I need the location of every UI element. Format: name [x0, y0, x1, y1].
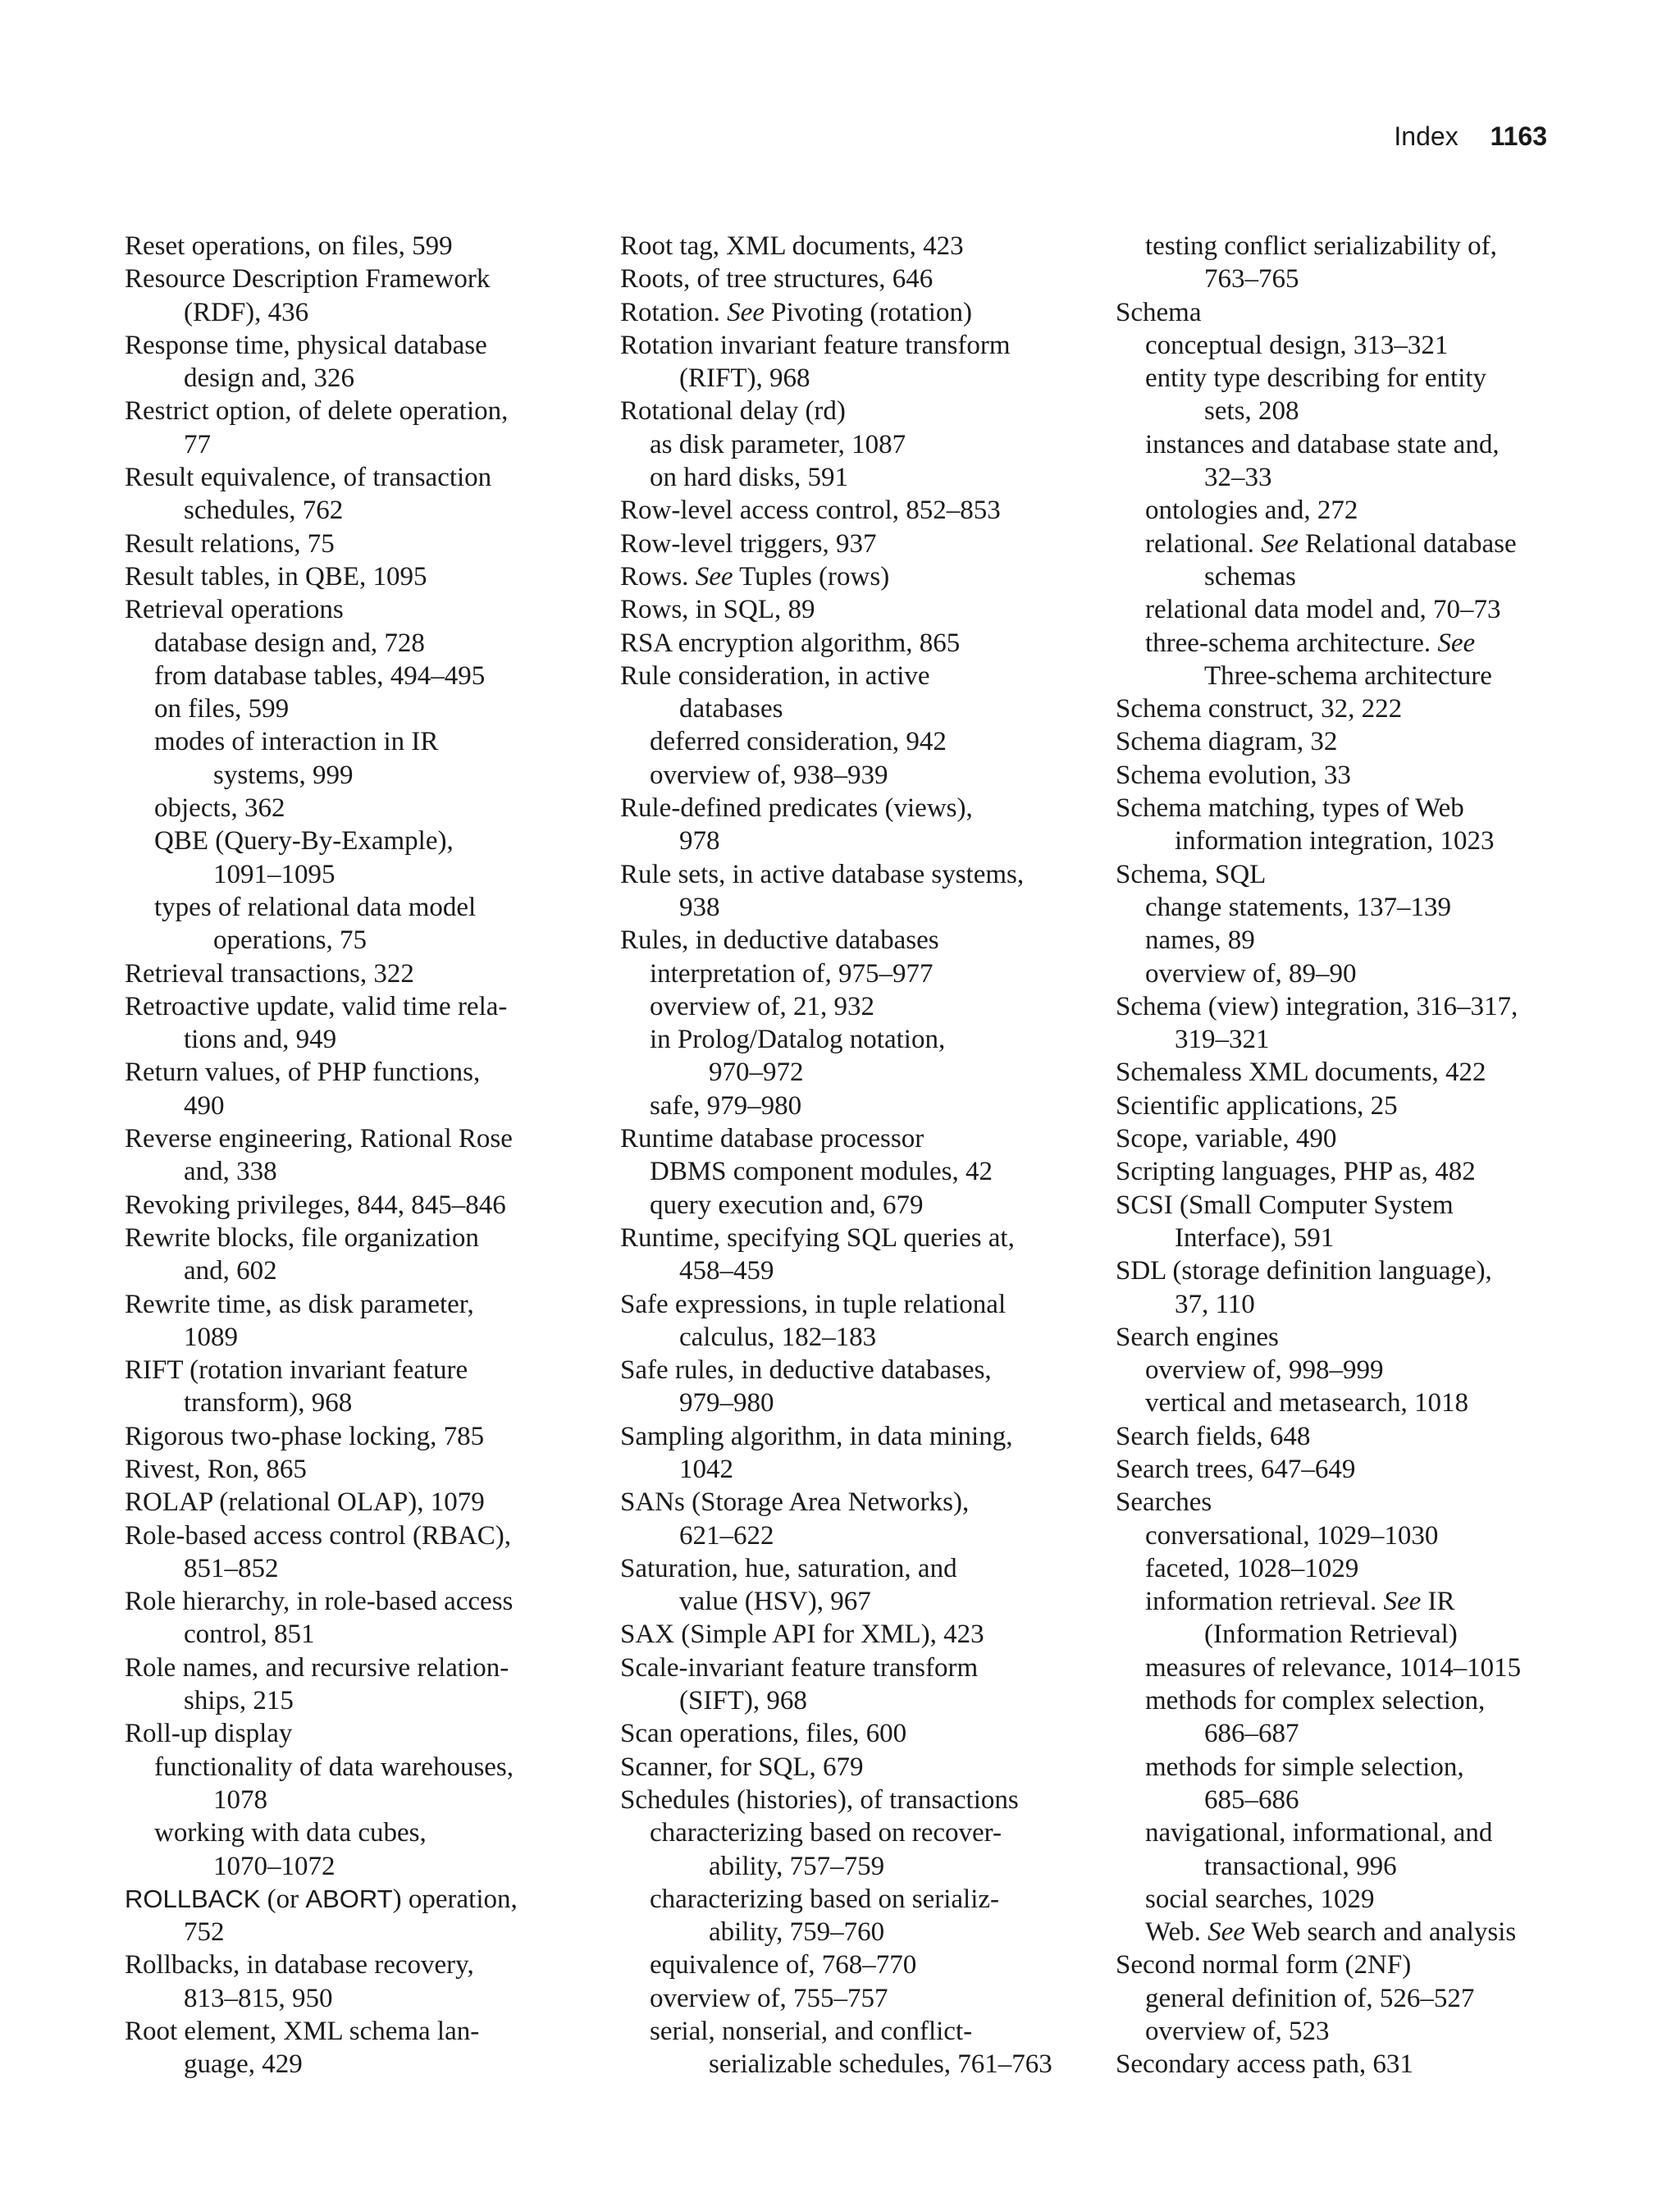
- index-subentry: deferred consideration, 942: [650, 727, 947, 757]
- index-subentry: ontologies and, 272: [1145, 496, 1358, 526]
- index-column-2: [620, 230, 1096, 2081]
- index-subentry: on hard disks, 591: [650, 463, 848, 493]
- index-entry: Rigorous two-phase locking, 785: [125, 1421, 485, 1451]
- index-entry: Retroactive update, valid time rela- tions and, 949: [125, 991, 508, 1055]
- running-head: [1394, 121, 1547, 152]
- index-entry: Rule sets, in active database systems, 938: [620, 859, 1025, 922]
- index-subentry: database design and, 728: [154, 628, 425, 658]
- index-entry: Runtime, specifying SQL queries at, 458–459: [620, 1222, 1015, 1286]
- index-subentry: relational data model and, 70–73: [1145, 595, 1501, 625]
- index-subentry: from database tables, 494–495: [154, 660, 486, 691]
- index-entry: ROLLBACK (or ABORT) operation, 752: [125, 1884, 518, 1948]
- index-entry: Schema: [1116, 297, 1202, 327]
- index-entry: Rule consideration, in active databases: [620, 660, 930, 724]
- index-entry: Searches: [1116, 1487, 1212, 1518]
- index-entry: Role-based access control (RBAC), 851–852: [125, 1520, 512, 1583]
- index-entry: Retrieval operations: [125, 595, 344, 625]
- index-entry: Schema (view) integration, 316–317, 319–321: [1116, 991, 1518, 1055]
- index-subentry: conceptual design, 313–321: [1145, 330, 1449, 360]
- index-entry: Result equivalence, of transaction schedules, 762: [125, 463, 492, 526]
- index-subentry: faceted, 1028–1029: [1145, 1553, 1359, 1583]
- index-entry: Scale-invariant feature transform (SIFT), 968: [620, 1652, 979, 1716]
- index-subentry: conversational, 1029–1030: [1145, 1520, 1439, 1551]
- index-entry: Schema, SQL: [1116, 859, 1267, 889]
- index-entry: RSA encryption algorithm, 865: [620, 628, 961, 658]
- index-entry: Rows. See Tuples (rows): [620, 561, 890, 592]
- index-entry: Second normal form (2NF): [1116, 1950, 1412, 1980]
- index-entry: Scripting languages, PHP as, 482: [1116, 1157, 1476, 1187]
- index-entry: Secondary access path, 631: [1116, 2049, 1413, 2080]
- index-entry: Rivest, Ron, 865: [125, 1454, 307, 1484]
- index-subentry: instances and database state and, 32–33: [1145, 429, 1500, 493]
- index-subentry: interpretation of, 975–977: [650, 958, 934, 989]
- index-column-1: [125, 230, 600, 2081]
- index-entry: Retrieval transactions, 322: [125, 958, 414, 989]
- index-subentry: testing conflict serializability of, 763–765: [1145, 231, 1497, 295]
- index-subentry: QBE (Query-By-Example), 1091–1095: [154, 826, 454, 889]
- index-entry: Row-level access control, 852–853: [620, 496, 1001, 526]
- index-subentry: entity type describing for entity sets, 208: [1145, 363, 1487, 427]
- index-subentry: methods for complex selection, 686–687: [1145, 1686, 1486, 1749]
- index-entry: Schema evolution, 33: [1116, 760, 1351, 790]
- index-subentry: overview of, 938–939: [650, 760, 888, 790]
- index-subentry: serial, nonserial, and conflict- serializable schedules, 761–763: [650, 2017, 1052, 2080]
- index-column-3: [1116, 230, 1591, 2081]
- index-entry: SDL (storage definition language), 37, 110: [1116, 1256, 1492, 1319]
- index-entry: Roll-up display: [125, 1719, 293, 1749]
- index-entry: Scope, variable, 490: [1116, 1124, 1337, 1154]
- index-entry: Result tables, in QBE, 1095: [125, 561, 427, 592]
- index-subentry: working with data cubes, 1070–1072: [154, 1818, 427, 1881]
- index-entry: SANs (Storage Area Networks), 621–622: [620, 1487, 970, 1551]
- running-head-section: Index: [1394, 121, 1459, 151]
- index-subentry: social searches, 1029: [1145, 1884, 1375, 1914]
- index-subentry: general definition of, 526–527: [1145, 1983, 1475, 2013]
- index-entry: Resource Description Framework (RDF), 436: [125, 264, 491, 327]
- index-subentry: characterizing based on recover- ability, 757–759: [650, 1818, 1002, 1881]
- index-subentry: names, 89: [1145, 925, 1255, 956]
- index-subentry: on files, 599: [154, 694, 290, 724]
- index-entry: Response time, physical database design and, 326: [125, 330, 487, 394]
- index-subentry: types of relational data model operations, 75: [154, 892, 477, 956]
- index-entry: Schedules (histories), of transactions: [620, 1784, 1019, 1815]
- index-subentry: query execution and, 679: [650, 1190, 924, 1220]
- index-subentry: measures of relevance, 1014–1015: [1145, 1652, 1522, 1683]
- index-subentry: overview of, 523: [1145, 2017, 1330, 2047]
- index-entry: Return values, of PHP functions, 490: [125, 1058, 481, 1121]
- index-subentry: overview of, 89–90: [1145, 958, 1357, 989]
- index-subentry: equivalence of, 768–770: [650, 1950, 917, 1980]
- index-entry: Schema matching, types of Web information integration, 1023: [1116, 793, 1495, 857]
- index-entry: Rotation. See Pivoting (rotation): [620, 297, 972, 327]
- index-entry: SCSI (Small Computer System Interface), 591: [1116, 1190, 1454, 1253]
- index-subentry: as disk parameter, 1087: [650, 429, 906, 459]
- index-entry: Reset operations, on files, 599: [125, 231, 453, 261]
- index-subentry: DBMS component modules, 42: [650, 1157, 993, 1187]
- index-subentry: information retrieval. See IR (Information Retrieval): [1145, 1587, 1458, 1650]
- index-entry: Root tag, XML documents, 423: [620, 231, 964, 261]
- index-subentry: overview of, 21, 932: [650, 991, 875, 1021]
- index-entry: Role names, and recursive relation- ships, 215: [125, 1652, 509, 1716]
- index-entry: Schemaless XML documents, 422: [1116, 1058, 1486, 1088]
- index-entry: Revoking privileges, 844, 845–846: [125, 1190, 506, 1220]
- index-entry: Rules, in deductive databases: [620, 925, 939, 956]
- index-subentry: overview of, 755–757: [650, 1983, 888, 2013]
- index-subentry: in Prolog/Datalog notation, 970–972: [650, 1025, 946, 1088]
- index-entry: Search trees, 647–649: [1116, 1454, 1356, 1484]
- index-entry: Scanner, for SQL, 679: [620, 1752, 864, 1782]
- index-entry: Search fields, 648: [1116, 1421, 1311, 1451]
- index-subentry: navigational, informational, and transactional, 996: [1145, 1818, 1493, 1881]
- index-subentry: functionality of data warehouses, 1078: [154, 1752, 514, 1815]
- index-entry: Safe expressions, in tuple relational calculus, 182–183: [620, 1289, 1007, 1352]
- index-entry: Scan operations, files, 600: [620, 1719, 907, 1749]
- index-entry: Row-level triggers, 937: [620, 528, 877, 559]
- index-subentry: three-schema architecture. See Three-schema architecture: [1145, 628, 1492, 691]
- index-subentry: safe, 979–980: [650, 1090, 802, 1121]
- index-entry: SAX (Simple API for XML), 423: [620, 1620, 984, 1650]
- index-subentry: methods for simple selection, 685–686: [1145, 1752, 1464, 1815]
- index-entry: Roots, of tree structures, 646: [620, 264, 934, 295]
- index-entry: ROLAP (relational OLAP), 1079: [125, 1487, 485, 1518]
- index-subentry: relational. See Relational database schemas: [1145, 528, 1517, 592]
- index-subentry: characterizing based on serializ- ability, 759–760: [650, 1884, 1000, 1948]
- index-entry: Root element, XML schema lan- guage, 429: [125, 2017, 480, 2080]
- index-entry: Sampling algorithm, in data mining, 1042: [620, 1421, 1013, 1484]
- index-entry: Reverse engineering, Rational Rose and, 338: [125, 1124, 513, 1187]
- index-entry: Rotational delay (rd): [620, 396, 846, 427]
- page-number: 1163: [1490, 121, 1547, 151]
- index-entry: Rule-defined predicates (views), 978: [620, 793, 973, 857]
- index-subentry: objects, 362: [154, 793, 285, 824]
- index-entry: Search engines: [1116, 1322, 1279, 1352]
- index-subentry: Web. See Web search and analysis: [1145, 1917, 1517, 1948]
- index-entry: Rollbacks, in database recovery, 813–815, 950: [125, 1950, 474, 2013]
- index-entry: Schema diagram, 32: [1116, 727, 1338, 757]
- index-subentry: modes of interaction in IR systems, 999: [154, 727, 439, 790]
- index-entry: Result relations, 75: [125, 528, 335, 559]
- index-subentry: change statements, 137–139: [1145, 892, 1451, 922]
- index-entry: Rewrite blocks, file organization and, 602: [125, 1222, 479, 1286]
- index-entry: Runtime database processor: [620, 1124, 924, 1154]
- index-entry: Safe rules, in deductive databases, 979–980: [620, 1355, 992, 1419]
- index-subentry: overview of, 998–999: [1145, 1355, 1384, 1386]
- index-entry: Rotation invariant feature transform (RIFT), 968: [620, 330, 1011, 394]
- index-entry: Rewrite time, as disk parameter, 1089: [125, 1289, 474, 1352]
- index-entry: Schema construct, 32, 222: [1116, 694, 1403, 724]
- index-subentry: vertical and metasearch, 1018: [1145, 1388, 1468, 1419]
- index-entry: Restrict option, of delete operation, 77: [125, 396, 509, 459]
- index-entry: Role hierarchy, in role-based access control, 851: [125, 1587, 514, 1650]
- index-entry: Rows, in SQL, 89: [620, 595, 815, 625]
- index-entry: RIFT (rotation invariant feature transform), 968: [125, 1355, 468, 1419]
- index-entry: Scientific applications, 25: [1116, 1090, 1398, 1121]
- index-entry: Saturation, hue, saturation, and value (HSV), 967: [620, 1553, 957, 1617]
